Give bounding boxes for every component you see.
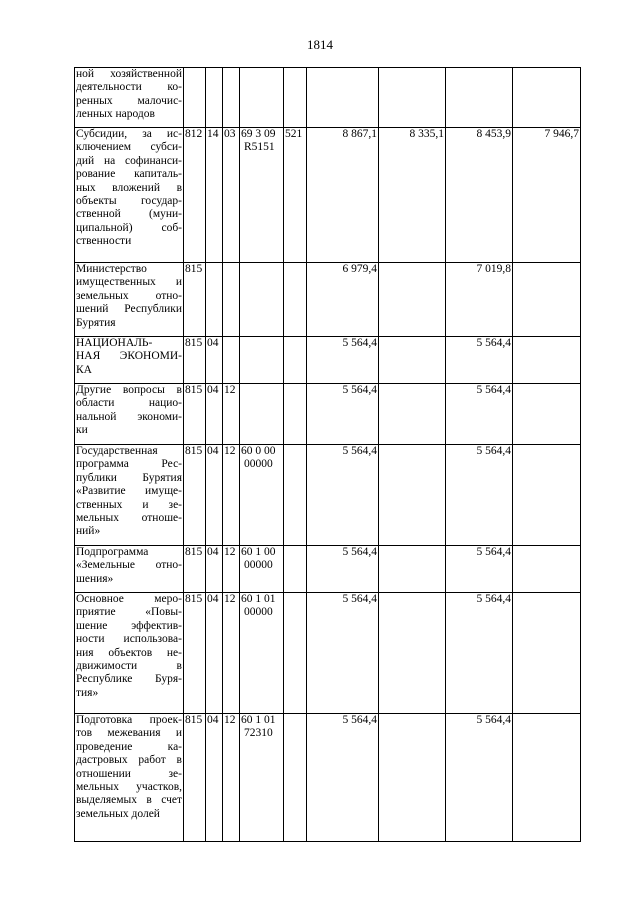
expense-type-cell [284,546,307,593]
subsection-code-cell: 12 [223,546,240,593]
item-name-line: движимости в [76,660,182,673]
target-article-line: 00000 [244,606,273,619]
ministry-code-cell: 815 [184,714,206,842]
amount-cell-2 [379,263,446,337]
amount-cell-3 [446,68,513,128]
amount-cell-1: 8 867,1 [307,128,379,263]
item-name-line: Республике Буря- [76,673,182,686]
subsection-code-cell: 12 [223,384,240,445]
amount-cell-3: 5 564,4 [446,714,513,842]
amount-cell-4 [513,384,581,445]
amount-cell-4 [513,337,581,384]
item-name-line: ных вложений в [76,181,182,194]
subsection-code-cell: 12 [223,445,240,546]
target-article-line: 69 3 09 [241,128,276,140]
amount-cell-3: 5 564,4 [446,546,513,593]
item-name-line: ственных и зе- [76,498,182,511]
amount-cell-4 [513,445,581,546]
item-name-line: дий на софинанси- [76,154,182,167]
item-name-line: ципальной) соб- [76,221,182,234]
item-name-cell [75,68,184,128]
amount-cell-1: 5 564,4 [307,714,379,842]
table-row [75,68,581,128]
section-code-cell: 04 [206,445,223,546]
item-name-line: шения» [76,572,114,585]
expense-type-cell [284,68,307,128]
ministry-code-cell [184,68,206,128]
subsection-code-cell [223,68,240,128]
item-name-line: ственной (муни- [76,208,182,221]
amount-cell-3: 5 564,4 [446,445,513,546]
target-article-line: 00000 [244,559,273,572]
amount-cell-3: 5 564,4 [446,593,513,714]
item-name-line: Бурятия [76,316,116,329]
amount-cell-1: 6 979,4 [307,263,379,337]
target-article-cell [240,593,284,714]
expense-type-cell [284,263,307,337]
amount-cell-1: 5 564,4 [307,337,379,384]
item-name-line: отношении зе- [76,767,182,780]
item-name-line: имущественных и [76,276,182,289]
item-name-line: мельных участков, [76,781,182,794]
amount-cell-4 [513,546,581,593]
amount-cell-2 [379,68,446,128]
item-name-line: ки [76,424,88,437]
subsection-code-cell [223,337,240,384]
amount-cell-2 [379,445,446,546]
target-article-cell [240,263,284,337]
item-name-line: ния объектов не- [76,646,182,659]
budget-table-body [75,68,581,842]
target-article-cell [240,337,284,384]
item-name-line: ний» [76,525,101,538]
table-row [75,337,581,384]
amount-cell-4 [513,263,581,337]
amount-cell-2 [379,593,446,714]
item-name-line: приятие «Повы- [76,606,182,619]
expense-type-cell [284,593,307,714]
item-name-cell [75,128,184,263]
amount-cell-1: 5 564,4 [307,593,379,714]
target-article-cell [240,68,284,128]
item-name-line: дастровых работ в [76,754,182,767]
item-name-line: области нацио- [76,397,182,410]
item-name-line: шение эффектив- [76,619,182,632]
expense-type-cell [284,337,307,384]
item-name-cell [75,546,184,593]
ministry-code-cell: 815 [184,263,206,337]
target-article-line: 72310 [244,727,273,740]
budget-table [74,67,581,842]
item-name-line: Государственная [76,445,158,457]
amount-cell-3: 8 453,9 [446,128,513,263]
target-article-line: 60 1 01 [241,593,276,605]
item-name-line: ной хозяйственной [76,68,182,80]
amount-cell-2 [379,384,446,445]
table-row [75,263,581,337]
amount-cell-4 [513,593,581,714]
item-name-line: программа Рес- [76,458,182,471]
subsection-code-cell: 12 [223,593,240,714]
item-name-line: ленных народов [76,108,155,121]
expense-type-cell [284,714,307,842]
target-article-line: 60 0 00 [241,445,276,457]
ministry-code-cell: 815 [184,593,206,714]
item-name-cell [75,263,184,337]
item-name-cell [75,445,184,546]
subsection-code-cell [223,263,240,337]
table-row [75,546,581,593]
amount-cell-4 [513,68,581,128]
item-name-line: КА [76,363,92,376]
table-row [75,384,581,445]
ministry-code-cell: 815 [184,337,206,384]
table-row [75,128,581,263]
section-code-cell [206,68,223,128]
amount-cell-1 [307,68,379,128]
target-article-cell [240,445,284,546]
amount-cell-2: 8 335,1 [379,128,446,263]
expense-type-cell [284,384,307,445]
amount-cell-3: 5 564,4 [446,337,513,384]
item-name-line: ственности [76,235,132,248]
section-code-cell: 04 [206,337,223,384]
item-name-cell [75,337,184,384]
amount-cell-2 [379,546,446,593]
target-article-cell [240,384,284,445]
amount-cell-1: 5 564,4 [307,384,379,445]
target-article-cell [240,714,284,842]
table-row [75,593,581,714]
item-name-line: земельных долей [76,807,160,820]
target-article-cell [240,128,284,263]
item-name-cell [75,714,184,842]
item-name-line: выделяемых в счет [76,794,182,807]
amount-cell-2 [379,337,446,384]
section-code-cell: 04 [206,384,223,445]
target-article-line: R5151 [244,141,275,154]
item-name-line: публики Бурятия [76,471,182,484]
item-name-line: ности использова- [76,633,182,646]
target-article-cell [240,546,284,593]
amount-cell-2 [379,714,446,842]
amount-cell-3: 7 019,8 [446,263,513,337]
target-article-line: 60 1 01 [241,714,276,726]
item-name-line: объекты государ- [76,195,182,208]
item-name-line: Министерство [76,263,147,275]
item-name-line: земельных отно- [76,289,182,302]
section-code-cell: 14 [206,128,223,263]
section-code-cell [206,263,223,337]
subsection-code-cell: 12 [223,714,240,842]
item-name-line: рование капиталь- [76,168,182,181]
amount-cell-4 [513,714,581,842]
item-name-line: мельных отноше- [76,512,182,525]
table-row [75,714,581,842]
item-name-line: тия» [76,686,99,699]
ministry-code-cell: 815 [184,384,206,445]
section-code-cell: 04 [206,546,223,593]
ministry-code-cell: 815 [184,546,206,593]
item-name-line: Субсидии, за ис- [76,128,182,140]
subsection-code-cell: 03 [223,128,240,263]
page-number: 1814 [307,37,333,52]
expense-type-cell [284,445,307,546]
item-name-cell [75,384,184,445]
item-name-line: «Земельные отно- [76,559,182,572]
item-name-line: шений Республики [76,303,182,316]
amount-cell-1: 5 564,4 [307,445,379,546]
section-code-cell: 04 [206,714,223,842]
item-name-line: Основное меро- [76,593,182,605]
ministry-code-cell: 815 [184,445,206,546]
item-name-line: НАЦИОНАЛЬ- [76,337,153,349]
table-row [75,445,581,546]
item-name-line: тов межевания и [76,727,182,740]
item-name-line: ключением субси- [76,141,182,154]
item-name-line: Другие вопросы в [76,384,182,396]
item-name-line: нальной экономи- [76,410,182,423]
item-name-line: проведение ка- [76,740,182,753]
target-article-line: 60 1 00 [241,546,276,558]
item-name-line: ренных малочис- [76,94,182,107]
item-name-line: «Развитие имуще- [76,485,182,498]
ministry-code-cell: 812 [184,128,206,263]
section-code-cell: 04 [206,593,223,714]
target-article-line: 00000 [244,458,273,471]
item-name-cell [75,593,184,714]
amount-cell-3: 5 564,4 [446,384,513,445]
item-name-line: Подпрограмма [76,546,149,558]
item-name-line: Подготовка проек- [76,714,182,726]
amount-cell-4: 7 946,7 [513,128,581,263]
expense-type-cell: 521 [284,128,307,263]
item-name-line: НАЯ ЭКОНОМИ- [76,350,182,363]
amount-cell-1: 5 564,4 [307,546,379,593]
item-name-line: деятельности ко- [76,81,182,94]
